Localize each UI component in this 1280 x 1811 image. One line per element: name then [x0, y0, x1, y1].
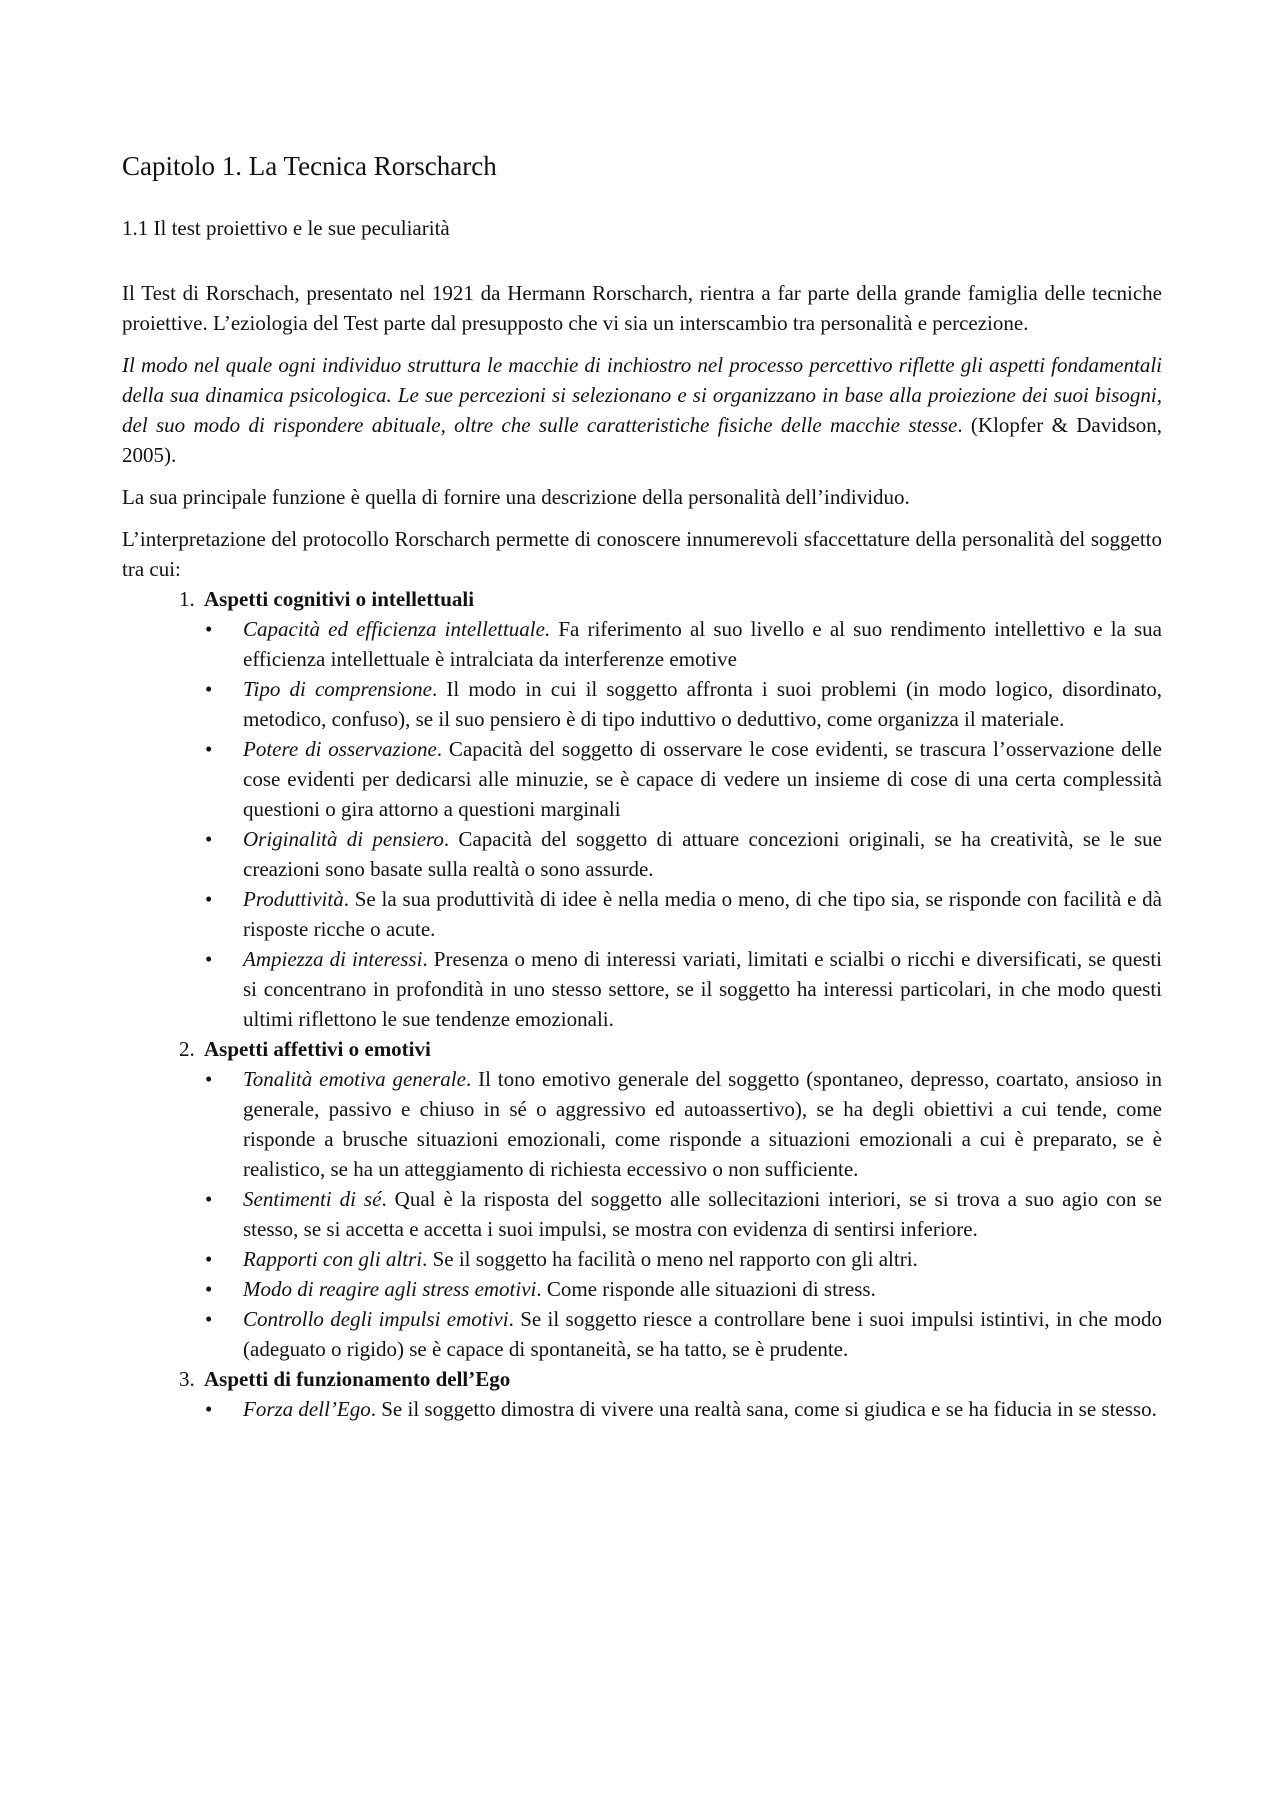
list-item: [243, 1274, 1162, 1304]
item-text: . Se il soggetto ha facilità o meno nel rapporto con gli altri.: [422, 1246, 918, 1271]
quote-text: Il modo nel quale ogni individuo struttura le macchie di inchiostro nel processo percettivo riflette gli aspetti fondamentali della sua dinamica psicologica. Le sue percezioni si selezionano e si organizzano in base alla proiezione dei suoi bisogni, del suo modo di rispondere abituale, oltre che sulle caratteristiche fisiche delle macchie stesse: [122, 352, 1162, 437]
item-term: Controllo degli impulsi emotivi: [243, 1306, 509, 1331]
item-term: Modo di reagire agli stress emotivi: [243, 1276, 537, 1301]
item-term: Rapporti con gli altri: [243, 1246, 423, 1271]
item-text: . Come risponde alle situazioni di stress.: [536, 1276, 876, 1301]
item-term: Potere di osservazione: [243, 736, 437, 761]
item-text: . Se il soggetto dimostra di vivere una realtà sana, come si giudica e se ha fiducia in se stesso.: [370, 1396, 1157, 1421]
list-item: [243, 1064, 1162, 1184]
list-item: [243, 824, 1162, 884]
item-term: Ampiezza di interessi: [243, 946, 423, 971]
item-term: Originalità di pensiero: [243, 826, 444, 851]
list-item: [243, 884, 1162, 944]
list-item: [243, 674, 1162, 734]
intro-paragraph: Il Test di Rorschach, presentato nel 1921 da Hermann Rorscharch, rientra a far parte della grande famiglia delle tecniche proiettive. L’eziologia del Test parte dal presupposto che vi sia un interscambio tra personalità e percezione.: [122, 280, 1162, 335]
function-paragraph: La sua principale funzione è quella di fornire una descrizione della personalità dell’individuo.: [122, 484, 910, 509]
aspect-item: [200, 1034, 1162, 1364]
list-item: [243, 1184, 1162, 1244]
item-term: Sentimenti di sé: [243, 1186, 382, 1211]
aspects-list: [122, 584, 1162, 1424]
list-item: [243, 734, 1162, 824]
quote-paragraph: [122, 350, 1162, 470]
section-title: 1.1 Il test proiettivo e le sue peculiarità: [122, 216, 450, 241]
list-item: [243, 1244, 1162, 1274]
list-item: [243, 944, 1162, 1034]
item-text: . Il tono emotivo generale del soggetto (spontaneo, depresso, coartato, ansioso in generale, passivo e chiuso in sé o aggressivo ed autoassertivo), se ha degli obiettivi a cui tende, come risponde a brusche situazioni emozionali, come risponde a situazioni emozionali a cui è preparato, se è realistico, se ha un atteggiamento di richiesta eccessivo o non sufficiente.: [243, 1066, 1163, 1181]
item-term: Produttività: [243, 886, 344, 911]
item-term: Tonalità emotiva generale: [243, 1066, 466, 1091]
item-term: Forza dell’Ego: [243, 1396, 371, 1421]
aspect-title: Aspetti cognitivi o intellettuali: [204, 586, 475, 611]
item-text: . Se il soggetto riesce a controllare bene i suoi impulsi istintivi, in che modo (adeguato o rigido) se è capace di spontaneità, se ha tatto, se è prudente.: [243, 1306, 1162, 1361]
item-term: Capacità ed efficienza intellettuale.: [243, 616, 551, 641]
item-text: . Qual è la risposta del soggetto alle sollecitazioni interiori, se si trova a suo agio con se stesso, se si accetta e accetta i suoi impulsi, se mostra con evidenza di sentirsi inferiore.: [243, 1186, 1162, 1241]
quote-citation: . (Klopfer & Davidson, 2005).: [122, 412, 1162, 467]
interpretation-paragraph: L’interpretazione del protocollo Rorscharch permette di conoscere innumerevoli sfaccettature della personalità del soggetto tra cui:: [122, 526, 1162, 581]
item-term: Tipo di comprensione: [243, 676, 432, 701]
aspect-sublist: [204, 1064, 1162, 1364]
aspect-item: [200, 584, 1162, 1034]
item-text: . Presenza o meno di interessi variati, limitati e scialbi o ricchi e diversificati, se questi si concentrano in profondità in uno stesso settore, se il soggetto ha interessi particolari, in che modo questi ultimi riflettono le sue tendenze emozionali.: [243, 946, 1162, 1031]
item-text: . Capacità del soggetto di osservare le cose evidenti, se trascura l’osservazione delle cose evidenti per dedicarsi alle minuzie, se è capace di vedere un insieme di cose di una certa complessità questioni o gira attorno a questioni marginali: [243, 736, 1162, 821]
item-text: . Se la sua produttività di idee è nella media o meno, di che tipo sia, se risponde con facilità e dà risposte ricche o acute.: [243, 886, 1162, 941]
aspect-title: Aspetti affettivi o emotivi: [204, 1036, 431, 1061]
aspect-title: Aspetti di funzionamento dell’Ego: [204, 1366, 511, 1391]
aspect-sublist: [204, 1394, 1162, 1424]
document-page: [122, 150, 1162, 1424]
list-item: [243, 1304, 1162, 1364]
list-item: [243, 614, 1162, 674]
list-item: [243, 1394, 1162, 1424]
aspect-sublist: [204, 614, 1162, 1034]
aspect-item: [200, 1364, 1162, 1424]
chapter-title: Capitolo 1. La Tecnica Rorscharch: [122, 151, 497, 181]
item-text: . Il modo in cui il soggetto affronta i suoi problemi (in modo logico, disordinato, metodico, confuso), se il suo pensiero è di tipo induttivo o deduttivo, come organizza il materiale.: [243, 676, 1163, 731]
item-text: . Capacità del soggetto di attuare concezioni originali, se ha creatività, se le sue creazioni sono basate sulla realtà o sono assurde.: [243, 826, 1162, 881]
item-text: Fa riferimento al suo livello e al suo rendimento intellettivo e la sua efficienza intellettuale è intralciata da interferenze emotive: [243, 616, 1163, 671]
